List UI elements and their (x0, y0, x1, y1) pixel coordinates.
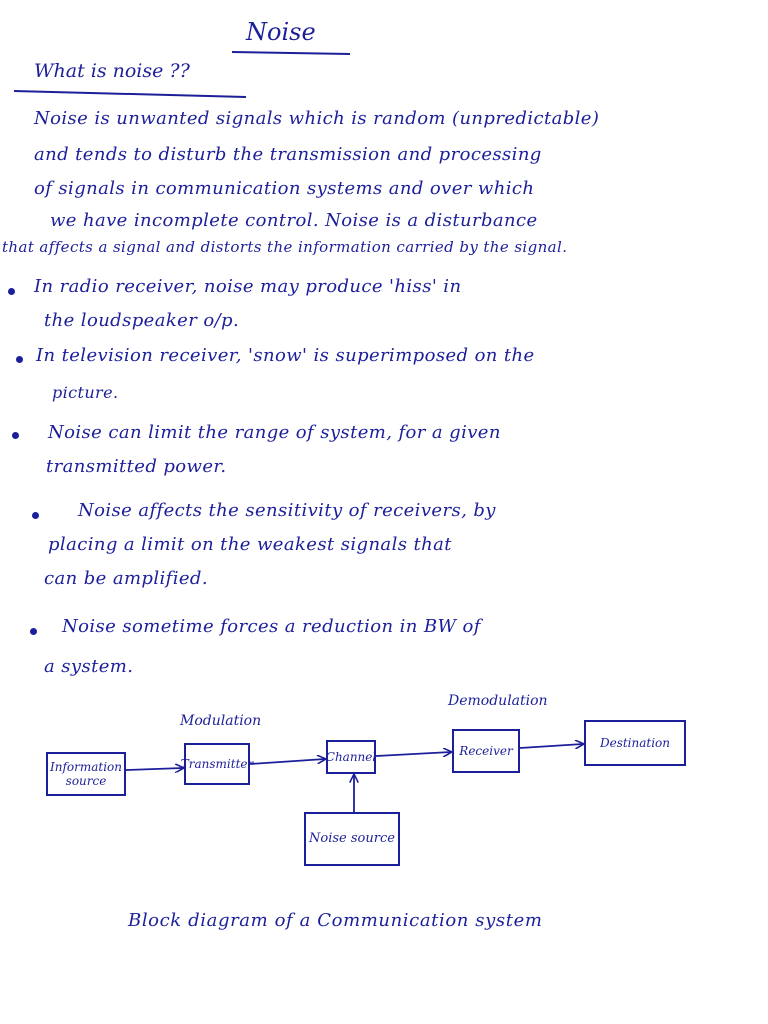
definition-line-3: of signals in communication systems and over which (34, 178, 535, 199)
diagram-caption: Block diagram of a Communication system (128, 910, 543, 931)
bullet-4-line-2: placing a limit on the weakest signals that (48, 534, 452, 555)
definition-line-1: Noise is unwanted signals which is random (unpredictable) (34, 108, 600, 129)
definition-line-2: and tends to disturb the transmission and processing (34, 144, 542, 165)
noise-source-block: Noise source (304, 812, 400, 866)
bullet-4-line-1: Noise affects the sensitivity of receivers, by (78, 500, 496, 521)
bullet-1-line-2: the loudspeaker o/p. (44, 310, 240, 331)
bullet-2-line-2: picture. (52, 383, 119, 402)
arrow-source-to-transmitter (126, 768, 183, 770)
modulation-label: Modulation (180, 713, 262, 729)
bullet-2-line-1: In television receiver, 'snow' is superimposed on the (36, 345, 535, 366)
page-title: Noise (246, 18, 316, 46)
question-heading: What is noise ?? (34, 60, 190, 82)
arrow-channel-to-receiver (376, 752, 451, 756)
receiver-block: Receiver (452, 729, 520, 773)
channel-block: Channel (326, 740, 376, 774)
bullet-5-line-2: a system. (44, 656, 134, 677)
information-source-block: Information source (46, 752, 126, 796)
bullet-5-line-1: Noise sometime forces a reduction in BW of (62, 616, 481, 637)
bullet-3-line-2: transmitted power. (46, 456, 227, 477)
demodulation-label: Demodulation (448, 693, 548, 709)
transmitter-block: Transmitter (184, 743, 250, 785)
destination-block: Destination (584, 720, 686, 766)
bullet-4-line-3: can be amplified. (44, 568, 208, 589)
definition-line-4: we have incomplete control. Noise is a disturbance (50, 210, 538, 231)
arrow-receiver-to-destination (520, 744, 583, 748)
definition-line-5: that affects a signal and distorts the information carried by the signal. (2, 238, 568, 256)
arrow-transmitter-to-channel (250, 759, 325, 764)
bullet-3-line-1: Noise can limit the range of system, for a given (48, 422, 501, 443)
bullet-1-line-1: In radio receiver, noise may produce 'hiss' in (34, 276, 462, 297)
